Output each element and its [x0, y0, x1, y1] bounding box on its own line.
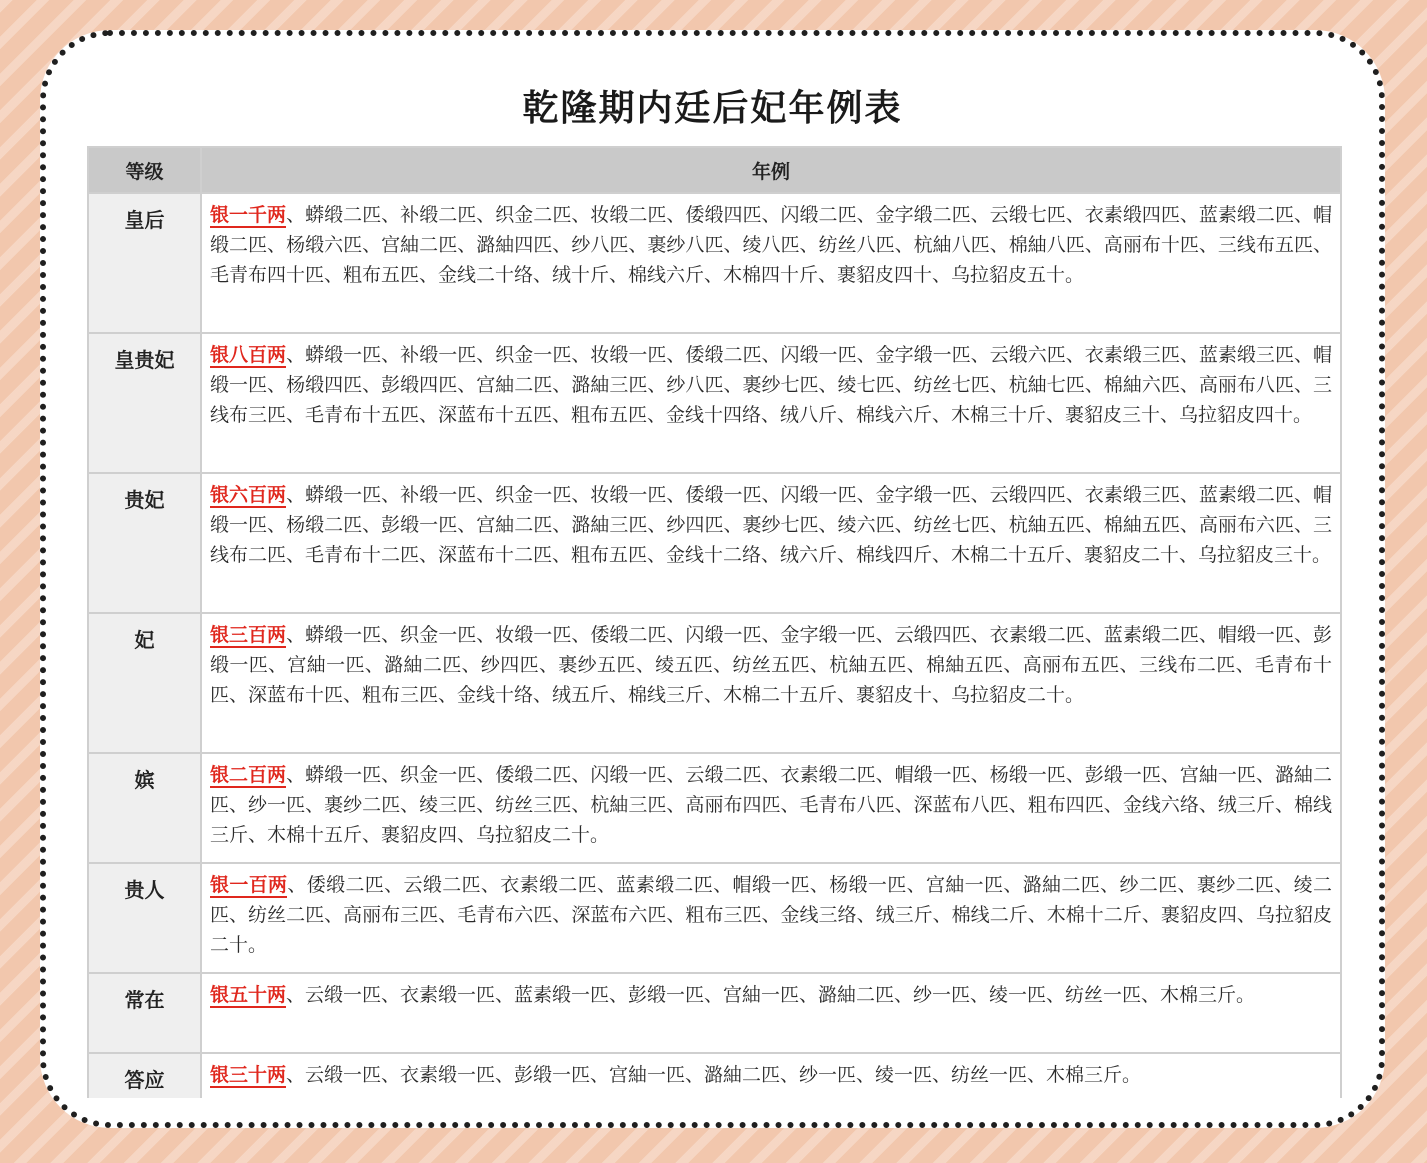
silver-amount: 银六百两	[210, 484, 287, 506]
allowance-items: 、云缎一匹、衣素缎一匹、彭缎一匹、宫紬一匹、潞紬二匹、纱一匹、绫一匹、纺丝一匹、木棉三斤。	[286, 1064, 1142, 1086]
header-allowance: 年例	[201, 147, 1341, 193]
silver-amount: 银三十两	[210, 1064, 287, 1086]
rank-cell: 皇贵妃	[88, 333, 201, 473]
allowance-cell	[201, 753, 1341, 863]
rank-cell: 常在	[88, 973, 201, 1053]
allowance-cell	[201, 613, 1341, 753]
silver-amount: 银八百两	[210, 344, 287, 366]
silver-amount: 银三百两	[210, 624, 287, 646]
rank-cell: 贵妃	[88, 473, 201, 613]
table-header-row	[88, 147, 1341, 193]
allowance-cell	[201, 473, 1341, 613]
silver-amount: 银五十两	[210, 984, 287, 1006]
table-row	[88, 193, 1341, 333]
table-row	[88, 863, 1341, 973]
page-title: 乾隆期内廷后妃年例表	[522, 88, 903, 129]
allowance-items: 、云缎一匹、衣素缎一匹、蓝素缎一匹、彭缎一匹、宫紬一匹、潞紬二匹、纱一匹、绫一匹、纺丝一匹、木棉三斤。	[286, 984, 1256, 1006]
silver-amount: 银一千两	[210, 204, 287, 226]
table-row	[88, 613, 1341, 753]
table-row	[88, 333, 1341, 473]
table-row	[88, 1053, 1341, 1098]
allowance-cell	[201, 863, 1341, 973]
allowance-cell	[201, 973, 1341, 1053]
allowance-items: 、蟒缎一匹、补缎一匹、织金一匹、妆缎一匹、倭缎一匹、闪缎一匹、金字缎一匹、云缎四匹、衣素缎三匹、蓝素缎二匹、帽缎一匹、杨缎二匹、彭缎一匹、宫紬二匹、潞紬三匹、纱四匹、裹纱七匹、绫六匹、纺丝七匹、杭紬五匹、棉紬五匹、高丽布六匹、三线布二匹、毛青布十二匹、深蓝布十二匹、粗布五匹、金线十二络、绒六斤、棉线四斤、木棉二十五斤、裹貂皮二十、乌拉貂皮三十。	[210, 484, 1332, 566]
table-row	[88, 973, 1341, 1053]
table-card	[72, 68, 1353, 1098]
silver-amount: 银二百两	[210, 764, 287, 786]
allowance-items: 、蟒缎一匹、补缎一匹、织金一匹、妆缎一匹、倭缎二匹、闪缎一匹、金字缎一匹、云缎六匹、衣素缎三匹、蓝素缎三匹、帽缎一匹、杨缎四匹、彭缎四匹、宫紬二匹、潞紬三匹、纱八匹、裹纱七匹、绫七匹、纺丝七匹、杭紬七匹、棉紬六匹、高丽布八匹、三线布三匹、毛青布十五匹、深蓝布十五匹、粗布五匹、金线十四络、绒八斤、棉线六斤、木棉三十斤、裹貂皮三十、乌拉貂皮四十。	[210, 344, 1332, 426]
allowance-cell	[201, 1053, 1341, 1098]
allowance-items: 、蟒缎二匹、补缎二匹、织金二匹、妆缎二匹、倭缎四匹、闪缎二匹、金字缎二匹、云缎七匹、衣素缎四匹、蓝素缎二匹、帽缎二匹、杨缎六匹、宫紬二匹、潞紬四匹、纱八匹、裹纱八匹、绫八匹、纺丝八匹、杭紬八匹、棉紬八匹、高丽布十匹、三线布五匹、毛青布四十匹、粗布五匹、金线二十络、绒十斤、棉线六斤、木棉四十斤、裹貂皮四十、乌拉貂皮五十。	[210, 204, 1332, 286]
allowance-items: 、蟒缎一匹、织金一匹、妆缎一匹、倭缎二匹、闪缎一匹、金字缎一匹、云缎四匹、衣素缎二匹、蓝素缎二匹、帽缎一匹、彭缎一匹、宫紬一匹、潞紬二匹、纱四匹、裹纱五匹、绫五匹、纺丝五匹、杭紬五匹、棉紬五匹、高丽布五匹、三线布二匹、毛青布十匹、深蓝布十匹、粗布三匹、金线十络、绒五斤、棉线三斤、木棉二十五斤、裹貂皮十、乌拉貂皮二十。	[210, 624, 1332, 706]
allowance-cell	[201, 333, 1341, 473]
allowance-cell	[201, 193, 1341, 333]
rank-cell: 妃	[88, 613, 201, 753]
allowance-table	[87, 146, 1342, 1098]
silver-amount: 银一百两	[210, 874, 288, 896]
allowance-items: 、倭缎二匹、云缎二匹、衣素缎二匹、蓝素缎二匹、帽缎一匹、杨缎一匹、宫紬一匹、潞紬二匹、纱二匹、裹纱二匹、绫二匹、纺丝二匹、高丽布三匹、毛青布六匹、深蓝布六匹、粗布三匹、金线三络、绒三斤、棉线二斤、木棉十二斤、裹貂皮四、乌拉貂皮二十。	[210, 874, 1332, 956]
table-row	[88, 473, 1341, 613]
rank-cell: 皇后	[88, 193, 201, 333]
allowance-items: 、蟒缎一匹、织金一匹、倭缎二匹、闪缎一匹、云缎二匹、衣素缎二匹、帽缎一匹、杨缎一匹、彭缎一匹、宫紬一匹、潞紬二匹、纱一匹、裹纱二匹、绫三匹、纺丝三匹、杭紬三匹、高丽布四匹、毛青布八匹、深蓝布八匹、粗布四匹、金线六络、绒三斤、棉线三斤、木棉十五斤、裹貂皮四、乌拉貂皮二十。	[210, 764, 1332, 846]
rank-cell: 贵人	[88, 863, 201, 973]
rank-cell: 答应	[88, 1053, 201, 1098]
rank-cell: 嫔	[88, 753, 201, 863]
table-row	[88, 753, 1341, 863]
header-rank: 等级	[88, 147, 201, 193]
